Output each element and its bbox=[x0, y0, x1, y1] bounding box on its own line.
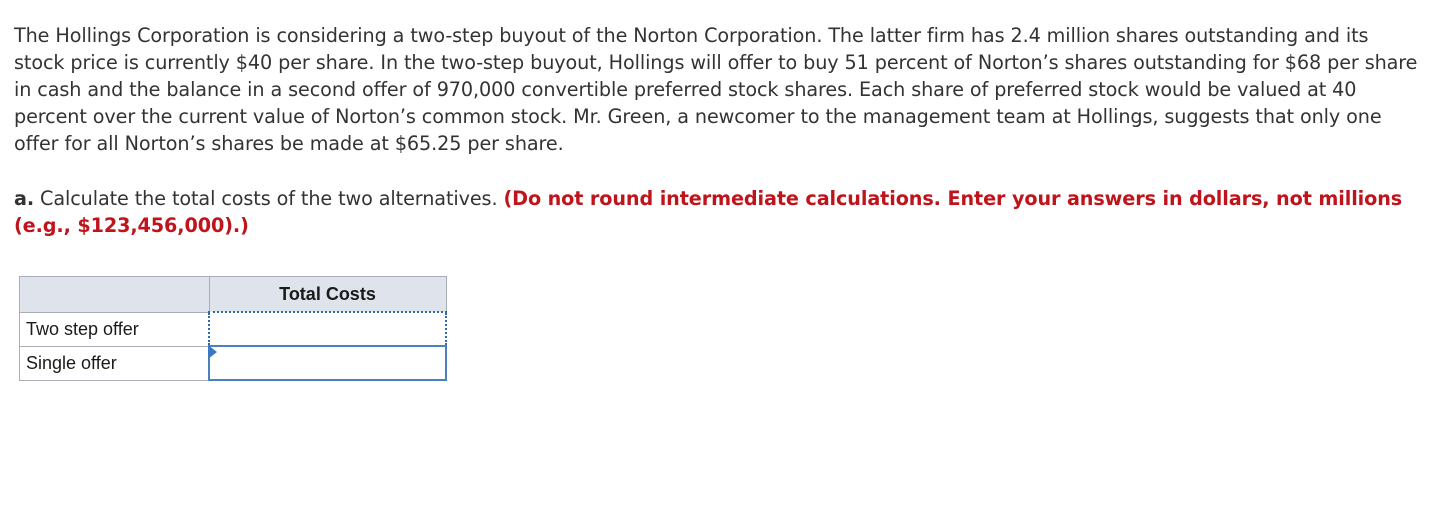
single-offer-input[interactable] bbox=[210, 347, 445, 379]
question-a bbox=[14, 185, 1414, 239]
cell-flag-icon bbox=[208, 345, 217, 359]
answer-table bbox=[19, 276, 447, 381]
single-offer-cell bbox=[209, 346, 446, 380]
question-letter: a. bbox=[14, 187, 35, 210]
row-label-single-offer: Single offer bbox=[20, 346, 210, 380]
row-label-two-step-offer: Two step offer bbox=[20, 312, 210, 346]
header-blank-cell bbox=[20, 277, 210, 313]
table-row bbox=[20, 346, 447, 380]
two-step-offer-cell bbox=[209, 312, 446, 346]
question-text: Calculate the total costs of the two alternatives. bbox=[34, 187, 504, 210]
header-total-costs: Total Costs bbox=[209, 277, 446, 313]
table-header-row bbox=[20, 277, 447, 313]
table-row bbox=[20, 312, 447, 346]
two-step-offer-input[interactable] bbox=[210, 313, 445, 345]
question-instruction: (Do not round intermediate calculations. Enter your answers in dollars, not millions (e.g., $123,456,000).) bbox=[14, 187, 1403, 237]
problem-statement: The Hollings Corporation is considering a two-step buyout of the Norton Corporation. The latter firm has 2.4 million shares outstanding and its stock price is currently $40 per share. In the two-step buyout, Hollings will offer to buy 51 percent of Norton’s shares outstanding for $68 per share in cash and the balance in a second offer of 970,000 convertible preferred stock shares. Each share of preferred stock would be valued at 40 percent over the current value of Norton’s common stock. Mr. Green, a newcomer to the management team at Hollings, suggests that only one offer for all Norton’s shares be made at $65.25 per share. bbox=[14, 24, 1418, 155]
